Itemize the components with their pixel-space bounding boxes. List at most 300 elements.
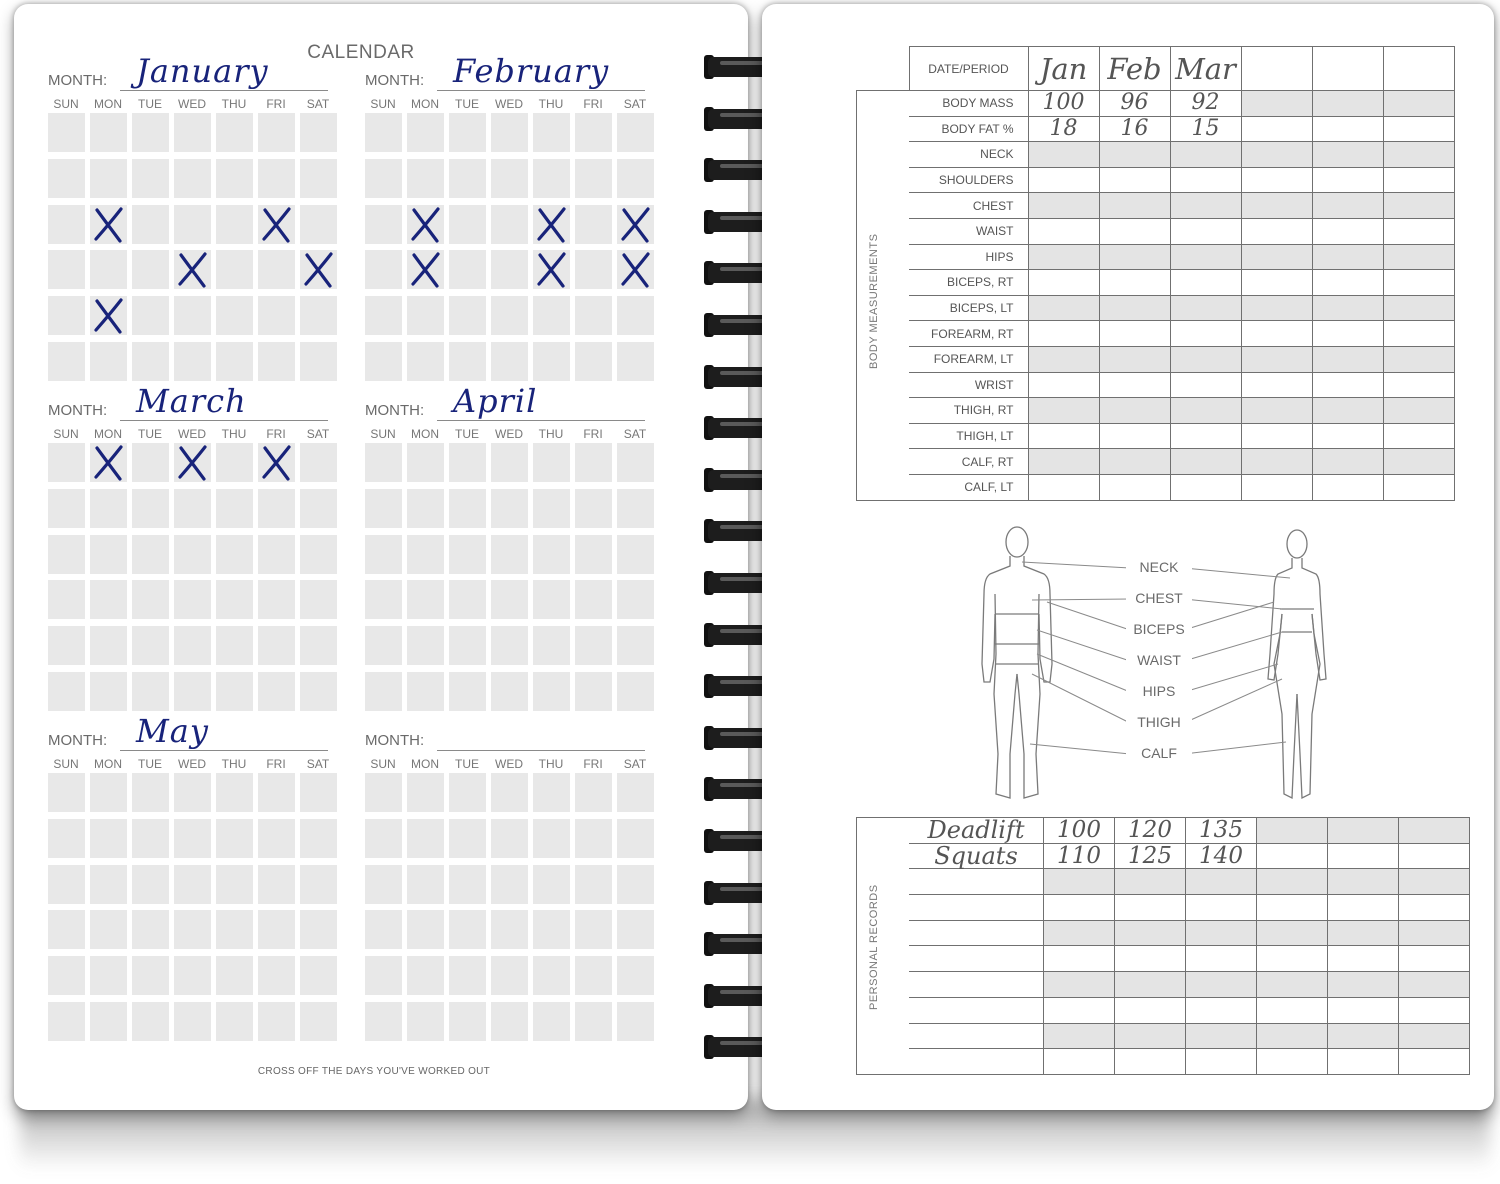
day-cell[interactable] [365, 205, 402, 244]
measurement-value[interactable] [1170, 474, 1241, 500]
record-value[interactable] [1399, 997, 1470, 1023]
day-cell[interactable] [132, 535, 169, 574]
day-cell[interactable] [365, 443, 402, 482]
day-cell[interactable] [449, 1002, 486, 1041]
day-cell[interactable] [174, 250, 211, 289]
day-cell[interactable] [300, 1002, 337, 1041]
day-cell[interactable] [407, 773, 444, 812]
day-cell[interactable] [174, 159, 211, 198]
day-cell[interactable] [365, 113, 402, 152]
month-name[interactable]: February [453, 52, 610, 90]
day-cell[interactable] [90, 296, 127, 335]
day-cell[interactable] [575, 580, 612, 619]
measurement-value[interactable] [1383, 321, 1454, 347]
record-exercise[interactable] [909, 920, 1044, 946]
day-cell[interactable] [90, 342, 127, 381]
day-cell[interactable] [90, 113, 127, 152]
day-cell[interactable] [617, 250, 654, 289]
day-cell[interactable] [449, 910, 486, 949]
measurement-value[interactable] [1312, 398, 1383, 424]
day-cell[interactable] [90, 489, 127, 528]
day-cell[interactable] [575, 819, 612, 858]
day-cell[interactable] [132, 489, 169, 528]
day-cell[interactable] [365, 250, 402, 289]
day-cell[interactable] [90, 1002, 127, 1041]
measurement-value[interactable] [1028, 193, 1099, 219]
measurement-value[interactable] [1028, 346, 1099, 372]
measurement-value[interactable]: 18 [1028, 116, 1099, 142]
measurement-value[interactable] [1028, 423, 1099, 449]
measurement-value[interactable] [1383, 244, 1454, 270]
day-cell[interactable] [365, 819, 402, 858]
day-cell[interactable] [258, 956, 295, 995]
record-value[interactable]: 135 [1186, 818, 1257, 844]
measurement-value[interactable] [1241, 346, 1312, 372]
day-cell[interactable] [449, 580, 486, 619]
day-cell[interactable] [90, 205, 127, 244]
measurement-value[interactable] [1312, 167, 1383, 193]
measurement-value[interactable] [1028, 372, 1099, 398]
record-value[interactable] [1328, 997, 1399, 1023]
measurement-value[interactable] [1028, 449, 1099, 475]
day-cell[interactable] [132, 159, 169, 198]
day-cell[interactable] [258, 819, 295, 858]
day-cell[interactable] [617, 489, 654, 528]
day-cell[interactable] [575, 113, 612, 152]
day-cell[interactable] [491, 580, 528, 619]
record-value[interactable] [1186, 895, 1257, 921]
day-cell[interactable] [533, 250, 570, 289]
measurement-value[interactable] [1312, 474, 1383, 500]
day-cell[interactable] [365, 672, 402, 711]
record-exercise[interactable] [909, 1049, 1044, 1075]
record-value[interactable] [1257, 1049, 1328, 1075]
measurement-value[interactable] [1241, 218, 1312, 244]
day-cell[interactable] [174, 956, 211, 995]
day-cell[interactable] [533, 342, 570, 381]
day-cell[interactable] [48, 489, 85, 528]
measurement-value[interactable] [1241, 193, 1312, 219]
day-cell[interactable] [258, 443, 295, 482]
record-value[interactable]: 125 [1115, 843, 1186, 869]
day-cell[interactable] [491, 626, 528, 665]
day-cell[interactable] [575, 250, 612, 289]
record-value[interactable] [1399, 1049, 1470, 1075]
record-value[interactable] [1186, 869, 1257, 895]
day-cell[interactable] [48, 819, 85, 858]
day-cell[interactable] [48, 626, 85, 665]
day-cell[interactable] [132, 443, 169, 482]
record-value[interactable] [1044, 972, 1115, 998]
month-name[interactable]: May [136, 712, 209, 750]
record-exercise[interactable] [909, 946, 1044, 972]
day-cell[interactable] [533, 819, 570, 858]
measurement-value[interactable] [1170, 372, 1241, 398]
day-cell[interactable] [449, 535, 486, 574]
measurement-value[interactable] [1028, 218, 1099, 244]
day-cell[interactable] [216, 910, 253, 949]
day-cell[interactable] [48, 250, 85, 289]
day-cell[interactable] [491, 443, 528, 482]
day-cell[interactable] [491, 296, 528, 335]
day-cell[interactable] [365, 489, 402, 528]
record-value[interactable] [1399, 946, 1470, 972]
day-cell[interactable] [491, 865, 528, 904]
record-value[interactable] [1328, 843, 1399, 869]
day-cell[interactable] [407, 626, 444, 665]
record-value[interactable] [1328, 869, 1399, 895]
measurement-value[interactable] [1099, 218, 1170, 244]
month-name[interactable]: January [136, 52, 269, 90]
record-value[interactable] [1115, 1049, 1186, 1075]
measurement-value[interactable] [1383, 91, 1454, 117]
day-cell[interactable] [617, 819, 654, 858]
day-cell[interactable] [617, 443, 654, 482]
record-value[interactable] [1399, 895, 1470, 921]
day-cell[interactable] [491, 535, 528, 574]
day-cell[interactable] [132, 250, 169, 289]
day-cell[interactable] [407, 672, 444, 711]
day-cell[interactable] [90, 910, 127, 949]
record-value[interactable]: 120 [1115, 818, 1186, 844]
day-cell[interactable] [491, 773, 528, 812]
period-header[interactable] [1383, 47, 1454, 91]
day-cell[interactable] [174, 865, 211, 904]
day-cell[interactable] [407, 865, 444, 904]
measurement-value[interactable] [1028, 244, 1099, 270]
day-cell[interactable] [575, 865, 612, 904]
day-cell[interactable] [48, 773, 85, 812]
day-cell[interactable] [491, 113, 528, 152]
day-cell[interactable] [533, 626, 570, 665]
day-cell[interactable] [575, 535, 612, 574]
period-header[interactable] [1312, 47, 1383, 91]
day-cell[interactable] [491, 205, 528, 244]
measurement-value[interactable] [1099, 346, 1170, 372]
day-cell[interactable] [407, 489, 444, 528]
record-value[interactable] [1115, 997, 1186, 1023]
day-cell[interactable] [174, 205, 211, 244]
day-cell[interactable] [300, 489, 337, 528]
measurement-value[interactable] [1170, 270, 1241, 296]
day-cell[interactable] [617, 956, 654, 995]
measurement-value[interactable] [1028, 474, 1099, 500]
day-cell[interactable] [533, 865, 570, 904]
day-cell[interactable] [216, 580, 253, 619]
day-cell[interactable] [258, 626, 295, 665]
day-cell[interactable] [300, 910, 337, 949]
measurement-value[interactable] [1241, 372, 1312, 398]
measurement-value[interactable] [1383, 116, 1454, 142]
day-cell[interactable] [533, 672, 570, 711]
day-cell[interactable] [617, 296, 654, 335]
measurement-value[interactable] [1170, 423, 1241, 449]
day-cell[interactable] [407, 250, 444, 289]
record-value[interactable] [1044, 997, 1115, 1023]
month-name[interactable]: April [453, 382, 538, 420]
measurement-value[interactable] [1312, 270, 1383, 296]
day-cell[interactable] [533, 773, 570, 812]
day-cell[interactable] [132, 672, 169, 711]
measurement-value[interactable] [1028, 270, 1099, 296]
day-cell[interactable] [216, 773, 253, 812]
day-cell[interactable] [132, 626, 169, 665]
record-value[interactable] [1257, 843, 1328, 869]
measurement-value[interactable] [1383, 142, 1454, 168]
day-cell[interactable] [491, 819, 528, 858]
day-cell[interactable] [533, 910, 570, 949]
day-cell[interactable] [300, 773, 337, 812]
record-value[interactable] [1399, 972, 1470, 998]
record-value[interactable] [1186, 1049, 1257, 1075]
day-cell[interactable] [617, 113, 654, 152]
day-cell[interactable] [216, 296, 253, 335]
measurement-value[interactable] [1383, 398, 1454, 424]
measurement-value[interactable] [1170, 167, 1241, 193]
record-value[interactable] [1399, 920, 1470, 946]
day-cell[interactable] [449, 489, 486, 528]
day-cell[interactable] [533, 1002, 570, 1041]
measurement-value[interactable] [1383, 218, 1454, 244]
measurement-value[interactable] [1383, 346, 1454, 372]
measurement-value[interactable] [1241, 295, 1312, 321]
day-cell[interactable] [449, 819, 486, 858]
day-cell[interactable] [300, 296, 337, 335]
day-cell[interactable] [533, 205, 570, 244]
day-cell[interactable] [258, 342, 295, 381]
day-cell[interactable] [449, 250, 486, 289]
record-exercise[interactable] [909, 869, 1044, 895]
day-cell[interactable] [449, 159, 486, 198]
day-cell[interactable] [300, 113, 337, 152]
day-cell[interactable] [575, 489, 612, 528]
day-cell[interactable] [449, 342, 486, 381]
measurement-value[interactable] [1312, 372, 1383, 398]
day-cell[interactable] [407, 819, 444, 858]
measurement-value[interactable] [1170, 295, 1241, 321]
record-value[interactable] [1257, 895, 1328, 921]
measurement-value[interactable] [1099, 372, 1170, 398]
day-cell[interactable] [132, 910, 169, 949]
day-cell[interactable] [407, 443, 444, 482]
day-cell[interactable] [48, 113, 85, 152]
day-cell[interactable] [174, 443, 211, 482]
day-cell[interactable] [575, 1002, 612, 1041]
day-cell[interactable] [300, 626, 337, 665]
measurement-value[interactable] [1099, 321, 1170, 347]
measurement-value[interactable] [1241, 167, 1312, 193]
day-cell[interactable] [365, 956, 402, 995]
day-cell[interactable] [449, 956, 486, 995]
day-cell[interactable] [407, 113, 444, 152]
period-header[interactable]: Mar [1170, 47, 1241, 91]
record-value[interactable] [1186, 920, 1257, 946]
record-value[interactable] [1186, 997, 1257, 1023]
day-cell[interactable] [174, 672, 211, 711]
measurement-value[interactable] [1099, 167, 1170, 193]
day-cell[interactable] [90, 865, 127, 904]
record-value[interactable] [1257, 946, 1328, 972]
record-value[interactable] [1044, 1023, 1115, 1049]
measurement-value[interactable] [1028, 321, 1099, 347]
record-value[interactable] [1399, 869, 1470, 895]
day-cell[interactable] [132, 1002, 169, 1041]
day-cell[interactable] [216, 1002, 253, 1041]
record-value[interactable] [1328, 818, 1399, 844]
measurement-value[interactable] [1170, 244, 1241, 270]
measurement-value[interactable] [1099, 398, 1170, 424]
day-cell[interactable] [617, 159, 654, 198]
record-value[interactable] [1257, 920, 1328, 946]
record-value[interactable] [1186, 946, 1257, 972]
day-cell[interactable] [216, 159, 253, 198]
measurement-value[interactable] [1099, 244, 1170, 270]
day-cell[interactable] [258, 205, 295, 244]
measurement-value[interactable]: 16 [1099, 116, 1170, 142]
day-cell[interactable] [174, 342, 211, 381]
record-value[interactable] [1044, 869, 1115, 895]
record-value[interactable] [1115, 920, 1186, 946]
day-cell[interactable] [575, 910, 612, 949]
measurement-value[interactable] [1170, 218, 1241, 244]
day-cell[interactable] [300, 819, 337, 858]
day-cell[interactable] [48, 159, 85, 198]
day-cell[interactable] [617, 773, 654, 812]
period-header[interactable]: Feb [1099, 47, 1170, 91]
day-cell[interactable] [90, 773, 127, 812]
measurement-value[interactable] [1312, 142, 1383, 168]
day-cell[interactable] [533, 535, 570, 574]
day-cell[interactable] [216, 535, 253, 574]
day-cell[interactable] [617, 535, 654, 574]
month-name[interactable]: March [136, 382, 247, 420]
day-cell[interactable] [407, 956, 444, 995]
measurement-value[interactable] [1028, 398, 1099, 424]
record-value[interactable] [1328, 920, 1399, 946]
day-cell[interactable] [449, 865, 486, 904]
day-cell[interactable] [365, 342, 402, 381]
record-value[interactable] [1257, 972, 1328, 998]
measurement-value[interactable] [1170, 449, 1241, 475]
day-cell[interactable] [258, 296, 295, 335]
record-exercise[interactable]: Deadlift [909, 818, 1044, 844]
measurement-value[interactable] [1312, 218, 1383, 244]
day-cell[interactable] [258, 672, 295, 711]
day-cell[interactable] [491, 342, 528, 381]
day-cell[interactable] [174, 910, 211, 949]
day-cell[interactable] [300, 342, 337, 381]
day-cell[interactable] [407, 205, 444, 244]
measurement-value[interactable] [1241, 449, 1312, 475]
record-value[interactable]: 140 [1186, 843, 1257, 869]
day-cell[interactable] [48, 580, 85, 619]
day-cell[interactable] [533, 443, 570, 482]
day-cell[interactable] [216, 672, 253, 711]
day-cell[interactable] [216, 865, 253, 904]
measurement-value[interactable]: 15 [1170, 116, 1241, 142]
day-cell[interactable] [449, 113, 486, 152]
day-cell[interactable] [617, 205, 654, 244]
day-cell[interactable] [407, 910, 444, 949]
day-cell[interactable] [48, 535, 85, 574]
day-cell[interactable] [216, 489, 253, 528]
day-cell[interactable] [575, 672, 612, 711]
measurement-value[interactable] [1099, 449, 1170, 475]
day-cell[interactable] [90, 443, 127, 482]
day-cell[interactable] [174, 626, 211, 665]
measurement-value[interactable] [1241, 116, 1312, 142]
record-value[interactable] [1044, 1049, 1115, 1075]
measurement-value[interactable] [1099, 295, 1170, 321]
day-cell[interactable] [132, 580, 169, 619]
day-cell[interactable] [300, 956, 337, 995]
record-value[interactable] [1257, 1023, 1328, 1049]
record-value[interactable] [1328, 895, 1399, 921]
day-cell[interactable] [174, 773, 211, 812]
day-cell[interactable] [575, 296, 612, 335]
record-value[interactable] [1257, 818, 1328, 844]
day-cell[interactable] [216, 342, 253, 381]
day-cell[interactable] [575, 443, 612, 482]
measurement-value[interactable] [1099, 142, 1170, 168]
record-value[interactable] [1115, 1023, 1186, 1049]
day-cell[interactable] [174, 580, 211, 619]
day-cell[interactable] [48, 956, 85, 995]
day-cell[interactable] [258, 580, 295, 619]
day-cell[interactable] [174, 1002, 211, 1041]
record-value[interactable] [1328, 1023, 1399, 1049]
record-value[interactable] [1328, 1049, 1399, 1075]
day-cell[interactable] [533, 296, 570, 335]
measurement-value[interactable] [1383, 372, 1454, 398]
measurement-value[interactable] [1383, 167, 1454, 193]
measurement-value[interactable] [1170, 321, 1241, 347]
measurement-value[interactable]: 92 [1170, 91, 1241, 117]
measurement-value[interactable] [1170, 142, 1241, 168]
measurement-value[interactable] [1312, 244, 1383, 270]
day-cell[interactable] [407, 1002, 444, 1041]
day-cell[interactable] [365, 535, 402, 574]
day-cell[interactable] [491, 672, 528, 711]
measurement-value[interactable] [1241, 474, 1312, 500]
measurement-value[interactable] [1170, 193, 1241, 219]
day-cell[interactable] [449, 443, 486, 482]
record-exercise[interactable] [909, 895, 1044, 921]
day-cell[interactable] [174, 535, 211, 574]
day-cell[interactable] [216, 113, 253, 152]
record-value[interactable] [1257, 997, 1328, 1023]
day-cell[interactable] [132, 819, 169, 858]
measurement-value[interactable] [1028, 142, 1099, 168]
measurement-value[interactable] [1312, 321, 1383, 347]
day-cell[interactable] [132, 773, 169, 812]
record-value[interactable] [1044, 920, 1115, 946]
record-value[interactable] [1257, 869, 1328, 895]
day-cell[interactable] [258, 535, 295, 574]
measurement-value[interactable] [1099, 423, 1170, 449]
day-cell[interactable] [407, 535, 444, 574]
record-value[interactable] [1399, 843, 1470, 869]
measurement-value[interactable] [1312, 116, 1383, 142]
measurement-value[interactable] [1099, 193, 1170, 219]
day-cell[interactable] [90, 580, 127, 619]
day-cell[interactable] [258, 773, 295, 812]
measurement-value[interactable] [1028, 167, 1099, 193]
record-value[interactable] [1115, 972, 1186, 998]
day-cell[interactable] [617, 865, 654, 904]
day-cell[interactable] [575, 205, 612, 244]
day-cell[interactable] [258, 1002, 295, 1041]
